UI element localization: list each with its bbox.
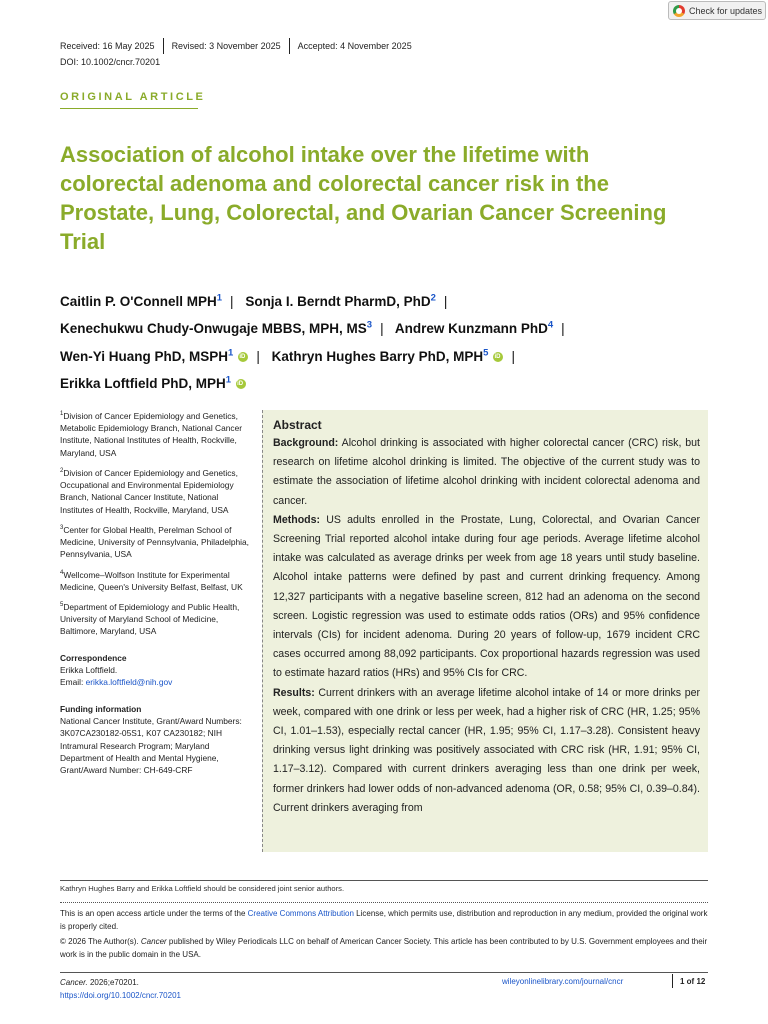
correspondence-heading: Correspondence xyxy=(60,652,127,663)
footnote-rule xyxy=(60,880,708,881)
abstract-heading: Abstract xyxy=(273,418,322,432)
author[interactable]: Kathryn Hughes Barry PhD, MPH$^5$ xyxy=(271,347,489,364)
author[interactable]: Wen-Yi Huang PhD, MSPH$^1$ xyxy=(60,347,234,364)
abstract-background: Background: Alcohol drinking is associated with higher colorectal cancer (CRC) risk, but research on lifetime alcohol drinking is limited. The objective of the current study was to estimate the association of lifetime alcohol drinking with incident colorectal adenoma and cancer. xyxy=(273,437,700,507)
abstract-box xyxy=(262,410,708,852)
author[interactable]: Erikka Loftfield PhD, MPH$^1$ xyxy=(60,374,232,391)
funding-heading: Funding information xyxy=(60,703,142,714)
orcid-icon[interactable] xyxy=(493,352,503,362)
received-date: Received: 16 May 2025 xyxy=(60,41,155,51)
footer-rule xyxy=(60,972,708,973)
author[interactable]: Andrew Kunzmann PhD$^4$ xyxy=(394,319,554,336)
check-for-updates-label: Check for updates xyxy=(689,5,763,16)
author[interactable]: Caitlin P. O'Connell MPH$^1$ xyxy=(60,292,223,309)
affiliation: $^2$Division of Cancer Epidemiology and Genetics, Occupational and Environmental Epidemiology Branch, National Cancer Institute, National Institutes of Health, Rockville, Maryland, USA xyxy=(60,467,238,515)
affiliations-column xyxy=(60,408,250,776)
journal-site-link[interactable]: wileyonlinelibrary.com/journal/cncr xyxy=(502,977,624,986)
doi-link[interactable]: https://doi.org/10.1002/cncr.70201 xyxy=(60,990,181,1000)
orcid-icon[interactable] xyxy=(236,379,246,389)
article-type: ORIGINAL ARTICLE xyxy=(60,91,206,103)
license-note: This is an open access article under the terms of the Creative Commons Attribution License, which permits use, distribution and reproduction in any medium, provided the original work is properly cited. xyxy=(60,909,708,931)
revised-date: Revised: 3 November 2025 xyxy=(171,41,281,51)
orcid-icon[interactable] xyxy=(238,352,248,362)
divider xyxy=(163,38,164,54)
author-list: Caitlin P. O'Connell MPH$^1$ | Sonja I. Berndt PharmD, PhD$^2$ | Kenechukwu Chudy-Onwugaje MBBS, MPH, $MS^3$ | Andrew Kunzmann PhD$^4$ | Wen-Yi Huang PhD, MSPH$^1$iD | Kathryn Hughes Barry PhD, MPH$^5$iD | Erikka Loftfield PhD, MPH$^1$iD xyxy=(60,286,720,396)
article-type-underline xyxy=(60,108,198,109)
author[interactable]: Sonja I. Berndt PharmD, PhD$^2$ xyxy=(245,292,436,309)
divider xyxy=(289,38,290,54)
copyright-note: © 2026 The Author(s). Cancer published by Wiley Periodicals LLC on behalf of American Cancer Society. This article has been contributed to by U.S. Government employees and their work is in the public domain in the USA. xyxy=(60,937,708,959)
license-link[interactable]: Creative Commons Attribution xyxy=(247,909,354,918)
affiliation: $^1$Division of Cancer Epidemiology and Genetics, Metabolic Epidemiology Branch, National Cancer Institute, National Institutes of Health, Rockville, Maryland, USA xyxy=(60,410,243,458)
affiliation: $^5$Department of Epidemiology and Public Health, University of Maryland School of Medicine, Baltimore, Maryland, USA xyxy=(60,601,240,637)
correspondence-name: Erikka Loftfield. xyxy=(60,665,118,676)
article-title: Association of alcohol intake over the lifetime with colorectal adenoma and colorectal cancer risk in the Prostate, Lung, Colorectal, and Ovarian Cancer Screening Trial xyxy=(60,142,667,254)
doi: DOI: 10.1002/cncr.70201 xyxy=(60,57,161,67)
article-dates xyxy=(60,38,412,54)
affiliation: $^4$Wellcome–Wolfson Institute for Experimental Medicine, Queen's University Belfast, Belfast, UK xyxy=(60,569,243,592)
divider xyxy=(672,974,673,988)
funding-text: National Cancer Institute, Grant/Award Numbers: 3K07CA230182-05S1, K07 CA230182; NIH Intramural Research Program; Maryland Department of Health and Mental Hygiene, Grant/Award Number: CH-649-CRF xyxy=(60,715,242,776)
email-link[interactable]: erikka.loftfield@nih.gov xyxy=(85,677,173,688)
check-for-updates-button[interactable] xyxy=(668,1,766,20)
accepted-date: Accepted: 4 November 2025 xyxy=(297,41,412,51)
correspondence-email: Email: erikka.loftfield@nih.gov xyxy=(60,677,173,688)
dotted-divider xyxy=(60,902,708,903)
abstract-methods: Methods: US adults enrolled in the Prostate, Lung, Colorectal, and Ovarian Cancer Screening Trial reported alcohol intake during four age periods. Average lifetime alcohol intake was calculated as average drinks per week from age 18 years until study baseline. Alcohol intake patterns were defined by past and current drinking frequency. Among 12,327 participants with a negative baseline screen, 812 had an adenoma on the second screen. Logistic regression was used to estimate odds ratios (ORs) and 95% confidence intervals (CIs) for incident adenoma. During 20 years of follow-up, 1679 incident CRC cases occurred among 88,092 participants. Cox proportional hazards regression was used to estimate hazard ratios (HRs) and 95% CIs for CRC. xyxy=(273,513,700,680)
joint-author-note: Kathryn Hughes Barry and Erikka Loftfield should be considered joint senior authors. xyxy=(60,884,345,893)
crossmark-icon xyxy=(673,5,685,17)
page-number: 1 of 12 xyxy=(680,977,706,986)
journal-citation: Cancer. 2026;e70201. https://doi.org/10.1002/cncr.70201 xyxy=(60,978,181,1000)
author[interactable]: Kenechukwu Chudy-Onwugaje MBBS, MPH, $MS^3$ xyxy=(60,319,373,336)
abstract-results: Results: Current drinkers with an average lifetime alcohol intake of 14 or more drinks per week, compared with one drink or less per week, had a higher risk of CRC (HR, 1.25; 95% CI, 1.01–1.53), especially rectal cancer (HR, 1.95; 95% CI, 1.17–3.28). Consistent heavy drinking versus light drinking was positively associated with CRC risk (HR, 1.91; 95% CI, 1.17–3.12). Compared with current drinkers averaging less than one drink per week, former drinkers had lower odds of non-advanced adenoma (OR, 0.58; 95% CI, 0.39–0.84). Current drinkers averaging from xyxy=(273,686,701,814)
affiliation: $^3$Center for Global Health, Perelman School of Medicine, University of Pennsylvania, Philadelphia, Pennsylvania, USA xyxy=(60,524,250,560)
